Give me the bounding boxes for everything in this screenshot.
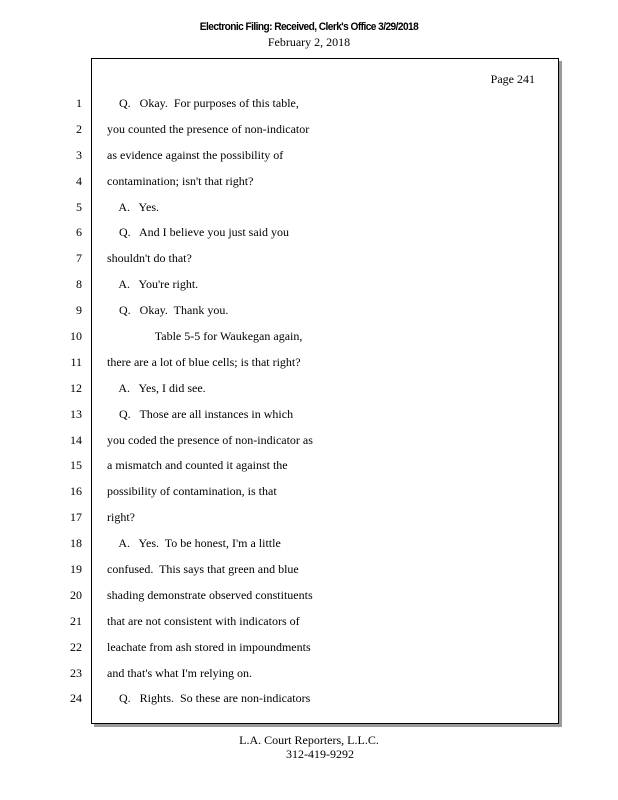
line-number: 14	[70, 432, 82, 447]
transcript-line: A. Yes, I did see.	[107, 380, 206, 395]
transcript-line: Q. And I believe you just said you	[107, 225, 289, 240]
line-number: 18	[70, 536, 82, 551]
line-number: 6	[76, 225, 82, 240]
court-reporter-phone: 312-419-9292	[286, 747, 354, 761]
page-number: Page 241	[490, 72, 535, 86]
transcript-line: confused. This says that green and blue	[107, 562, 299, 577]
transcript-line: leachate from ash stored in impoundments	[107, 639, 311, 654]
line-number: 5	[76, 199, 82, 214]
transcript-line: as evidence against the possibility of	[107, 147, 284, 162]
line-number: 23	[70, 665, 82, 680]
line-number: 7	[76, 251, 82, 266]
line-number: 12	[70, 380, 82, 395]
line-number: 11	[70, 354, 82, 369]
transcript-line: right?	[107, 510, 135, 525]
line-number: 21	[70, 613, 82, 628]
transcript-line: A. You're right.	[107, 277, 199, 292]
transcript-line: you counted the presence of non-indicator	[107, 121, 310, 136]
line-number: 17	[70, 510, 82, 525]
line-number: 20	[70, 587, 82, 602]
line-number: 19	[70, 562, 82, 577]
line-number: 2	[76, 121, 82, 136]
line-number: 16	[70, 484, 82, 499]
transcript-line: shading demonstrate observed constituents	[107, 587, 313, 602]
transcript-line: Q. Rights. So these are non-indicators	[107, 691, 311, 706]
transcript-line: a mismatch and counted it against the	[107, 458, 288, 473]
transcript-line: shouldn't do that?	[107, 251, 192, 266]
line-number: 24	[70, 691, 82, 706]
transcript-line: possibility of contamination, is that	[107, 484, 277, 499]
line-number: 8	[76, 277, 82, 292]
line-number: 1	[76, 96, 82, 110]
transcript-line: that are not consistent with indicators of	[107, 613, 300, 628]
transcript-line: you coded the presence of non-indicator as	[107, 432, 313, 447]
transcript-line: there are a lot of blue cells; is that right?	[107, 354, 301, 369]
transcript-line: A. Yes.	[107, 199, 160, 214]
deposition-date: February 2, 2018	[267, 35, 351, 49]
transcript-line: A. Yes. To be honest, I'm a little	[107, 536, 281, 551]
court-reporter-name: L.A. Court Reporters, L.L.C.	[239, 733, 379, 747]
transcript-line: and that's what I'm relying on.	[107, 665, 252, 680]
filing-stamp: Electronic Filing: Received, Clerk's Office 3/29/2018	[199, 21, 419, 33]
line-number: 4	[76, 173, 82, 188]
transcript-line: contamination; isn't that right?	[107, 173, 254, 188]
line-number: 15	[70, 458, 82, 473]
transcript-line: Q. Okay. For purposes of this table,	[107, 96, 299, 110]
line-number: 13	[70, 406, 82, 421]
transcript-line: Table 5-5 for Waukegan again,	[107, 329, 303, 344]
transcript-line: Q. Okay. Thank you.	[107, 303, 229, 318]
line-number-column	[52, 95, 82, 716]
document-header	[0, 20, 618, 50]
line-number: 9	[76, 303, 82, 318]
transcript-line: Q. Those are all instances in which	[107, 406, 294, 421]
line-number: 3	[76, 147, 82, 162]
line-number: 10	[70, 329, 82, 344]
line-number: 22	[70, 639, 82, 654]
transcript-text-column	[107, 95, 547, 716]
document-footer	[0, 733, 618, 761]
